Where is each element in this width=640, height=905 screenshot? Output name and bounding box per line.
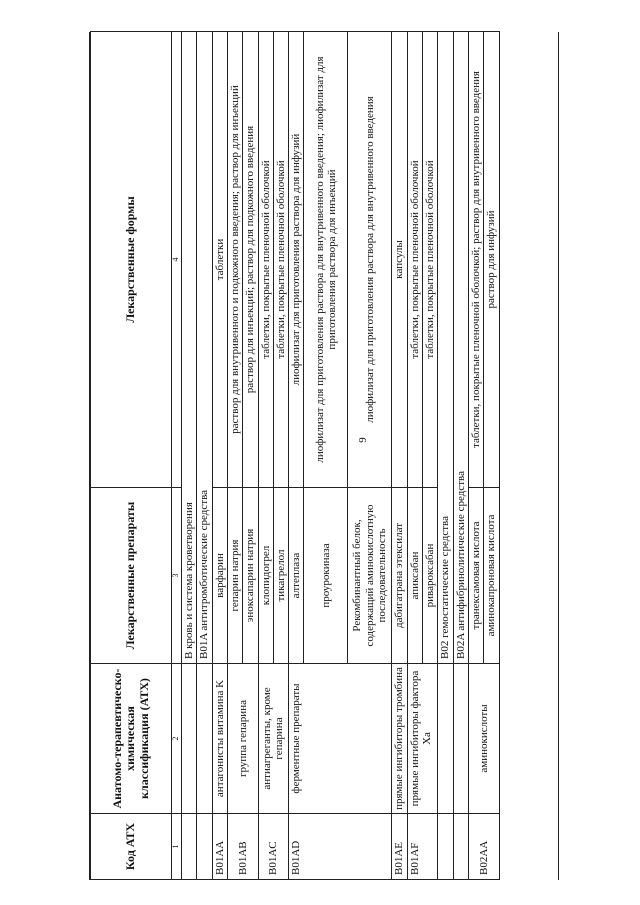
atc-code: B01AA [212,814,227,880]
atc-code: B01AC [258,814,289,880]
section-row [197,32,212,880]
atc-group: прямые ингибиторы тромбина [392,664,407,814]
atc-code: B01AE [392,814,407,880]
atc-group: прямые ингибиторы фактора Xa [407,664,438,814]
column-number: 4 [172,32,182,488]
section-title: B02 гемостатические средства [438,32,453,664]
drug-name: варфарин [212,488,227,664]
section-row [438,32,453,880]
atc-group: группа гепарина [227,664,258,814]
dosage-form: раствор для инъекций; раствор для подкожного введения [243,32,258,488]
rotated-sheet [89,32,557,880]
drug-name: аминокапроновая кислота [484,488,499,664]
atc-group: антагонисты витамина K [212,664,227,814]
column-number: 1 [172,814,182,880]
drug-name: проурокиназа [304,488,348,664]
section-title: B01A антитромботические средства [197,32,212,664]
page-number: 9 [356,437,369,443]
section-row [453,32,468,880]
column-number: 2 [172,664,182,814]
table-row [407,32,422,880]
atc-group: антиагреганты, кроме гепарина [258,664,289,814]
table-row [227,32,242,880]
dosage-form: раствор для внутривенного и подкожного введения; раствор для инъекций [227,32,242,488]
table-row [212,32,227,880]
dosage-form: лиофилизат для приготовления раствора для внутривенного введения [348,32,392,488]
dosage-form: лиофилизат для приготовления раствора для внутривенного введения; лиофилизат для приготовления раствора для инъекций [304,32,348,488]
atc-group: аминокислоты [469,664,500,814]
dosage-form: таблетки, покрытые пленочной оболочкой [273,32,288,488]
dosage-form: лиофилизат для приготовления раствора для инфузий [289,32,304,488]
table-row [392,32,407,880]
drug-name: алтеплаза [289,488,304,664]
atc-group: ферментные препараты [289,664,392,814]
drug-name: эноксапарин натрия [243,488,258,664]
column-header-drugs: Лекарственные препараты [91,488,172,664]
dosage-form: раствор для инфузий [484,32,499,488]
drug-table [90,31,500,880]
header-row [91,32,172,880]
dosage-form: таблетки, покрытые пленочной оболочкой; раствор для внутривенного введения [469,32,484,488]
drug-name: ривароксабан [423,488,438,664]
dosage-form: таблетки, покрытые пленочной оболочкой [258,32,273,488]
table-row [258,32,273,880]
column-header-atc: Анатомо-терапевтическо-химическая классификация (АТХ) [91,664,172,814]
dosage-form: таблетки [212,32,227,488]
column-header-forms: Лекарственные формы [91,32,172,488]
drug-name: тикагрелол [273,488,288,664]
column-number: 3 [172,488,182,664]
table-row [289,32,304,880]
column-header-code: Код АТХ [91,814,172,880]
dosage-form: таблетки, покрытые пленочной оболочкой [423,32,438,488]
drug-name: клопидогрел [258,488,273,664]
drug-table-frame [89,32,559,880]
atc-code: B02AA [469,814,500,880]
column-number-row [172,32,182,880]
drug-name: транексамовая кислота [469,488,484,664]
drug-name: дабигатрана этексилат [392,488,407,664]
atc-code: B01AF [407,814,438,880]
section-title: B02A антифибринолитические средства [453,32,468,664]
drug-name: апиксабан [407,488,422,664]
atc-code: B01AB [227,814,258,880]
atc-code: B01AD [289,814,392,880]
dosage-form: капсулы [392,32,407,488]
table-row [469,32,484,880]
drug-name: Рекомбинантный белок, содержащий аминокислотную последовательность [348,488,392,664]
drug-name: гепарин натрия [227,488,242,664]
section-title: B кровь и система кроветворения [181,32,196,664]
dosage-form: таблетки, покрытые пленочной оболочкой [407,32,422,488]
section-row [181,32,196,880]
